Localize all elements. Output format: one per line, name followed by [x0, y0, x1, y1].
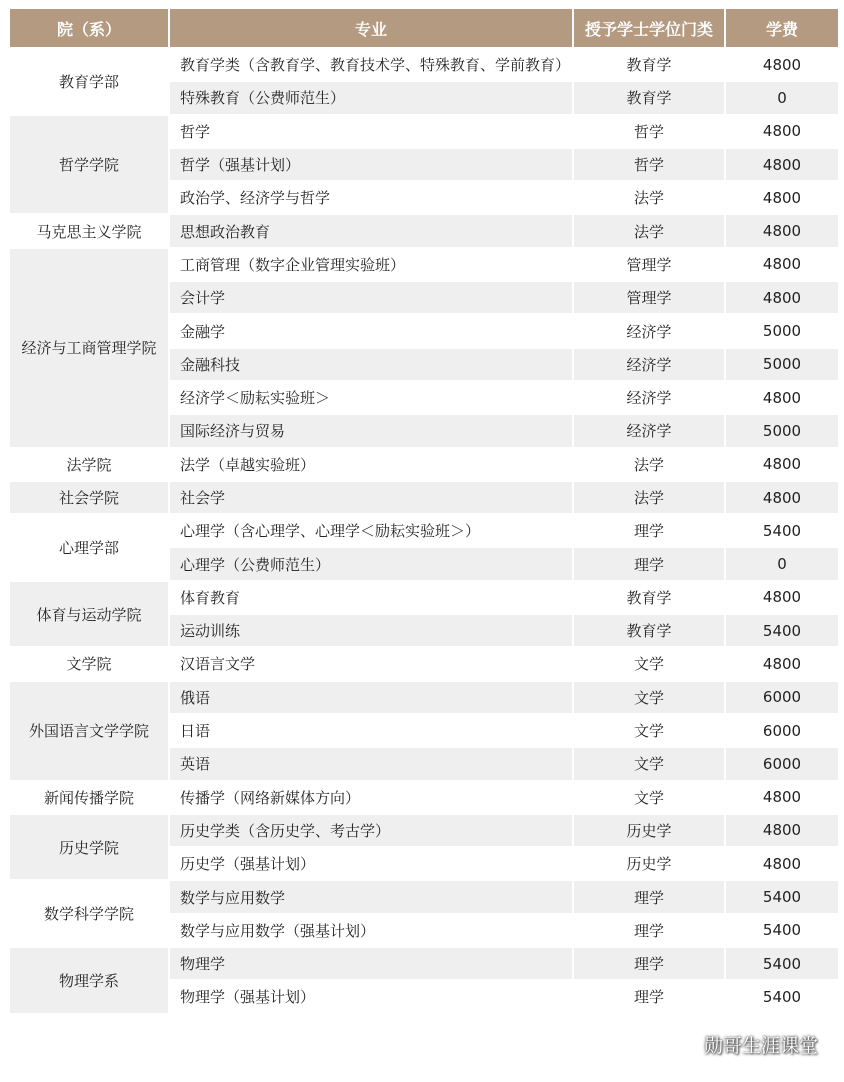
fee-cell: 5400: [726, 915, 838, 946]
header-fee: 学费: [726, 9, 838, 47]
table-row: [10, 881, 838, 912]
watermark: [674, 1031, 818, 1058]
fee-cell: 4800: [726, 648, 838, 679]
major-cell: 金融科技: [170, 349, 572, 380]
table-row: [10, 116, 838, 147]
header-row: [10, 9, 838, 47]
fee-cell: 5000: [726, 415, 838, 446]
table-row: [10, 215, 838, 246]
major-cell: 法学（卓越实验班）: [170, 449, 572, 480]
fee-cell: 4800: [726, 215, 838, 246]
major-cell: 日语: [170, 715, 572, 746]
fee-cell: 5000: [726, 315, 838, 346]
degree-cell: 经济学: [574, 349, 724, 380]
dept-cell: 外国语言文学学院: [10, 682, 168, 780]
major-cell: 特殊教育（公费师范生）: [170, 82, 572, 113]
fee-cell: 5400: [726, 948, 838, 979]
degree-cell: 理学: [574, 881, 724, 912]
dept-cell: 体育与运动学院: [10, 582, 168, 647]
degree-cell: 教育学: [574, 82, 724, 113]
major-cell: 汉语言文学: [170, 648, 572, 679]
degree-cell: 文学: [574, 715, 724, 746]
dept-cell: 教育学部: [10, 49, 168, 114]
dept-cell: 法学院: [10, 449, 168, 480]
major-cell: 物理学（强基计划）: [170, 981, 572, 1012]
degree-cell: 经济学: [574, 382, 724, 413]
fee-cell: 0: [726, 548, 838, 579]
degree-cell: 历史学: [574, 815, 724, 846]
major-cell: 物理学: [170, 948, 572, 979]
dept-cell: 数学科学学院: [10, 881, 168, 946]
major-cell: 历史学（强基计划）: [170, 848, 572, 879]
fee-cell: 0: [726, 82, 838, 113]
degree-cell: 历史学: [574, 848, 724, 879]
fee-cell: 4800: [726, 249, 838, 280]
dept-cell: 马克思主义学院: [10, 215, 168, 246]
fee-cell: 4800: [726, 149, 838, 180]
major-cell: 体育教育: [170, 582, 572, 613]
dept-cell: 经济与工商管理学院: [10, 249, 168, 447]
table-row: [10, 249, 838, 280]
dept-cell: 新闻传播学院: [10, 782, 168, 813]
fee-cell: 6000: [726, 682, 838, 713]
fee-cell: 4800: [726, 782, 838, 813]
dept-cell: 历史学院: [10, 815, 168, 880]
fee-cell: 4800: [726, 282, 838, 313]
major-cell: 经济学＜励耘实验班＞: [170, 382, 572, 413]
degree-cell: 经济学: [574, 315, 724, 346]
dept-cell: 文学院: [10, 648, 168, 679]
fee-cell: 6000: [726, 715, 838, 746]
table-row: [10, 449, 838, 480]
table-body: [10, 49, 838, 1013]
degree-cell: 经济学: [574, 415, 724, 446]
major-cell: 历史学类（含历史学、考古学）: [170, 815, 572, 846]
major-cell: 教育学类（含教育学、教育技术学、特殊教育、学前教育）: [170, 49, 572, 80]
major-cell: 数学与应用数学（强基计划）: [170, 915, 572, 946]
degree-cell: 法学: [574, 182, 724, 213]
fee-cell: 5400: [726, 981, 838, 1012]
degree-cell: 教育学: [574, 49, 724, 80]
fee-cell: 6000: [726, 748, 838, 779]
degree-cell: 文学: [574, 782, 724, 813]
major-cell: 会计学: [170, 282, 572, 313]
header-degree: 授予学士学位门类: [574, 9, 724, 47]
major-cell: 俄语: [170, 682, 572, 713]
fee-cell: 4800: [726, 449, 838, 480]
dept-cell: 物理学系: [10, 948, 168, 1013]
major-cell: 哲学: [170, 116, 572, 147]
degree-cell: 法学: [574, 482, 724, 513]
degree-cell: 理学: [574, 948, 724, 979]
degree-cell: 管理学: [574, 249, 724, 280]
fee-cell: 4800: [726, 848, 838, 879]
major-cell: 传播学（网络新媒体方向）: [170, 782, 572, 813]
dept-cell: 社会学院: [10, 482, 168, 513]
fee-cell: 5400: [726, 881, 838, 912]
fee-cell: 4800: [726, 582, 838, 613]
degree-cell: 文学: [574, 648, 724, 679]
degree-cell: 法学: [574, 215, 724, 246]
table-row: [10, 782, 838, 813]
major-cell: 哲学（强基计划）: [170, 149, 572, 180]
table-header: [10, 9, 838, 47]
major-cell: 工商管理（数字企业管理实验班）: [170, 249, 572, 280]
degree-cell: 理学: [574, 915, 724, 946]
table-row: [10, 682, 838, 713]
major-cell: 英语: [170, 748, 572, 779]
degree-cell: 教育学: [574, 582, 724, 613]
table-row: [10, 49, 838, 80]
tuition-table: [8, 7, 840, 1015]
degree-cell: 理学: [574, 981, 724, 1012]
fee-cell: 4800: [726, 116, 838, 147]
table-row: [10, 948, 838, 979]
major-cell: 数学与应用数学: [170, 881, 572, 912]
major-cell: 社会学: [170, 482, 572, 513]
watermark-text: 勋哥生涯课堂: [703, 1035, 818, 1057]
degree-cell: 理学: [574, 515, 724, 546]
degree-cell: 理学: [574, 548, 724, 579]
fee-cell: 4800: [726, 382, 838, 413]
header-major: 专业: [170, 9, 572, 47]
major-cell: 心理学（公费师范生）: [170, 548, 572, 579]
fee-cell: 4800: [726, 815, 838, 846]
major-cell: 心理学（含心理学、心理学＜励耘实验班＞）: [170, 515, 572, 546]
table-row: [10, 482, 838, 513]
degree-cell: 文学: [574, 682, 724, 713]
degree-cell: 哲学: [574, 149, 724, 180]
table-row: [10, 648, 838, 679]
major-cell: 政治学、经济学与哲学: [170, 182, 572, 213]
degree-cell: 哲学: [574, 116, 724, 147]
fee-cell: 4800: [726, 482, 838, 513]
header-dept: 院（系）: [10, 9, 168, 47]
major-cell: 金融学: [170, 315, 572, 346]
fee-cell: 5000: [726, 349, 838, 380]
degree-cell: 管理学: [574, 282, 724, 313]
fee-cell: 5400: [726, 515, 838, 546]
table-row: [10, 815, 838, 846]
major-cell: 思想政治教育: [170, 215, 572, 246]
table-row: [10, 515, 838, 546]
wechat-icon: [674, 1035, 698, 1055]
major-cell: 国际经济与贸易: [170, 415, 572, 446]
fee-cell: 5400: [726, 615, 838, 646]
major-cell: 运动训练: [170, 615, 572, 646]
dept-cell: 哲学学院: [10, 116, 168, 214]
table-row: [10, 582, 838, 613]
degree-cell: 教育学: [574, 615, 724, 646]
fee-cell: 4800: [726, 49, 838, 80]
dept-cell: 心理学部: [10, 515, 168, 580]
fee-cell: 4800: [726, 182, 838, 213]
degree-cell: 法学: [574, 449, 724, 480]
degree-cell: 文学: [574, 748, 724, 779]
